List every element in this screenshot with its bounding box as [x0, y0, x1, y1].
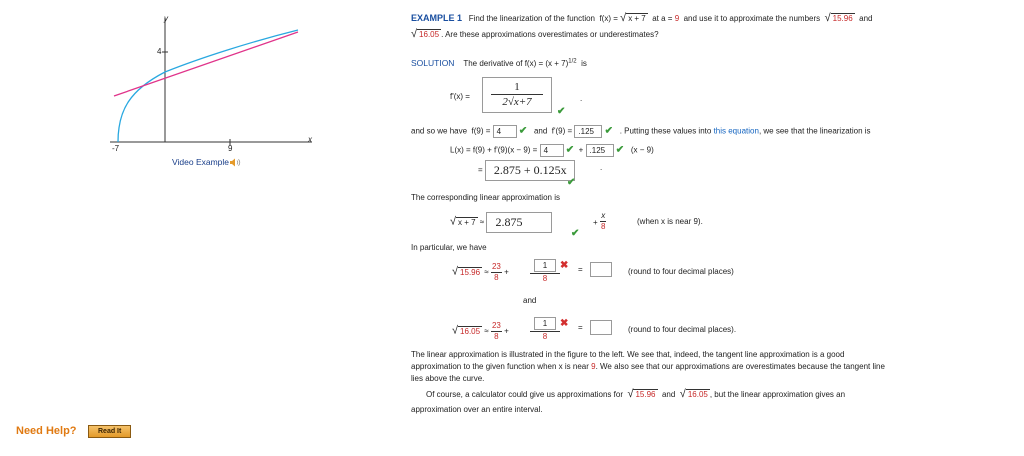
lx-box2-input[interactable]: .125	[586, 144, 614, 157]
simplified-check-icon: ✔	[567, 177, 576, 188]
row2-den: 8	[542, 332, 548, 341]
approx-frac-num: x	[601, 211, 606, 220]
linearization-graph	[100, 10, 320, 150]
derivative-text: The derivative of f(x) = (x + 7)	[463, 59, 569, 68]
row1-cross-icon: ✖	[560, 260, 569, 271]
fprime-numerator: 1	[514, 81, 520, 93]
row2: √ 16.05 ≈ $\frac{23}{8}$ +	[452, 321, 509, 341]
f9-input[interactable]: 4	[493, 125, 517, 138]
fprime-fraction-bar	[491, 94, 543, 95]
approx-check-icon: ✔	[571, 228, 580, 239]
row1-frac-num: 23	[491, 262, 501, 271]
lx-tail: (x − 9)	[630, 145, 654, 155]
f9-label: f(9) =	[471, 126, 491, 136]
and-text: and	[533, 126, 548, 136]
fp9-input[interactable]: .125	[574, 125, 602, 138]
example-a-value: 9	[674, 14, 680, 23]
graph-y-tick-label: 4	[157, 47, 162, 56]
solution-label: SOLUTION	[411, 58, 455, 68]
row1-radicand: 15.96	[460, 267, 481, 277]
graph-y-label: y	[164, 14, 168, 23]
closing-line1: The linear approximation is illustrated in the figure to the left. We see that, indeed, the tangent line approximation is a good	[411, 350, 845, 359]
row1-note: (round to four decimal places)	[628, 267, 734, 276]
derivative-exponent: 1/2	[568, 58, 577, 65]
row1-frac-den: 8	[494, 273, 499, 282]
graph-x-tick-pos-label: 9	[228, 144, 233, 153]
video-example-label: Video Example	[172, 157, 230, 167]
row1: √ 15.96 ≈ $\frac{23}{8}$ +	[452, 262, 509, 282]
example-text-c: . Are these approximations overestimates or underestimates?	[441, 30, 659, 39]
approx-intro: The corresponding linear approximation is	[411, 193, 560, 202]
lx-box1-check-icon: ✔	[565, 144, 575, 156]
closing-calculator-line: Of course, a calculator could give us approximations for √ 15.96 and √ 16.05 , but the linear approximation gives an	[426, 388, 846, 400]
row2-eq: =	[578, 323, 583, 332]
closing-last-line: approximation over an entire interval.	[411, 405, 543, 414]
example-fx: f(x) =	[599, 14, 618, 23]
f9-check-icon: ✔	[518, 125, 528, 137]
row2-frac-num: 23	[491, 321, 501, 330]
approx-line: √ x + 7 ≈ 2.875	[450, 212, 552, 233]
example-fx-radicand: x + 7	[628, 14, 646, 23]
row2-result-input[interactable]	[590, 320, 612, 335]
row2-cross-icon: ✖	[560, 318, 569, 329]
approx-plus: +	[593, 218, 598, 227]
example-statement: EXAMPLE 1 Find the linearization of the function f(x) = √ x + 7 at a = 9 and use it to approximate the numbers √ 15.96 and	[411, 12, 873, 24]
approx-radicand: x + 7	[458, 217, 476, 227]
values-line	[411, 125, 871, 138]
example-at-a: at a =	[652, 14, 673, 23]
example-label: EXAMPLE 1	[411, 13, 463, 23]
row1-fraction	[530, 259, 560, 283]
simplified-input[interactable]: 2.875 + 0.125x	[485, 160, 575, 181]
read-it-button[interactable]: Read It	[88, 425, 131, 438]
fprime-answer-box[interactable]	[482, 77, 552, 113]
need-help-label: Need Help?	[16, 425, 77, 437]
row2-input[interactable]: 1	[534, 317, 556, 330]
linearization-line	[450, 144, 654, 157]
fp9-label: f'(9) =	[551, 126, 573, 136]
fprime-denominator: 2√x+7	[502, 96, 532, 108]
speaker-icon	[229, 158, 241, 167]
fprime-period: .	[580, 94, 583, 103]
closing-paragraph	[411, 349, 885, 385]
putting-text: . Putting these values into	[619, 126, 712, 136]
approx-symbol: ≈	[479, 217, 485, 227]
fprime-check-icon: ✔	[557, 106, 566, 117]
example-and: and	[859, 14, 873, 23]
row2-approx: ≈	[484, 326, 489, 336]
graph-x-label: x	[308, 135, 312, 144]
putting-rest: , we see that the linearization is	[758, 126, 871, 136]
example-num1: 15.96	[832, 14, 853, 23]
row1-input[interactable]: 1	[534, 259, 556, 272]
approx-frac-den: 8	[601, 222, 606, 231]
row1-den: 8	[542, 274, 548, 283]
and-so-text: and so we have	[411, 126, 468, 136]
lx-text: L(x) = f(9) + f'(9)(x − 9) =	[450, 145, 538, 155]
lx-box1-input[interactable]: 4	[540, 144, 564, 157]
derivative-is: is	[581, 59, 587, 68]
particular-and: and	[523, 296, 537, 305]
graph-x-tick-neg-label: -7	[112, 144, 120, 153]
closing-line3: lies above the curve.	[411, 374, 485, 383]
simplified-line	[478, 160, 575, 181]
tangent-line	[114, 32, 298, 96]
video-example-link[interactable]	[172, 157, 241, 167]
solution-line	[411, 58, 587, 68]
closing-num1: 15.96	[635, 390, 656, 399]
example-num2: 16.05	[419, 30, 440, 39]
example-text-b: and use it to approximate the numbers	[683, 14, 821, 23]
fp9-check-icon: ✔	[604, 125, 614, 137]
row1-approx: ≈	[484, 267, 489, 277]
sqrt-curve	[118, 30, 298, 142]
lx-plus: +	[578, 145, 584, 155]
closing-num2: 16.05	[687, 390, 708, 399]
example-text-a: Find the linearization of the function	[468, 14, 595, 23]
closing-a-value: 9	[591, 362, 596, 371]
row2-note: (round to four decimal places).	[628, 325, 737, 334]
particular-intro: In particular, we have	[411, 243, 487, 252]
row2-plus: +	[504, 326, 509, 336]
row1-result-input[interactable]	[590, 262, 612, 277]
fprime-label: f'(x) =	[450, 92, 470, 101]
lx-box2-check-icon: ✔	[615, 144, 625, 156]
this-equation-link[interactable]: this equation	[713, 126, 759, 136]
approx-when: (when x is near 9).	[637, 217, 703, 226]
simplified-eq: =	[478, 165, 483, 175]
closing-line2: approximation to the given function when x is near 9. We also see that our approximations are overestimates because the tangent line	[411, 362, 885, 371]
row1-eq: =	[578, 265, 583, 274]
row2-fraction	[530, 317, 560, 341]
example-statement-line2: √ 16.05 . Are these approximations overestimates or underestimates?	[411, 28, 659, 40]
row1-plus: +	[504, 267, 509, 277]
approx-input[interactable]: 2.875	[486, 212, 552, 233]
simplified-period: .	[600, 163, 603, 172]
approx-fraction	[600, 211, 606, 232]
row2-radicand: 16.05	[460, 326, 481, 336]
row2-frac-den: 8	[494, 332, 499, 341]
